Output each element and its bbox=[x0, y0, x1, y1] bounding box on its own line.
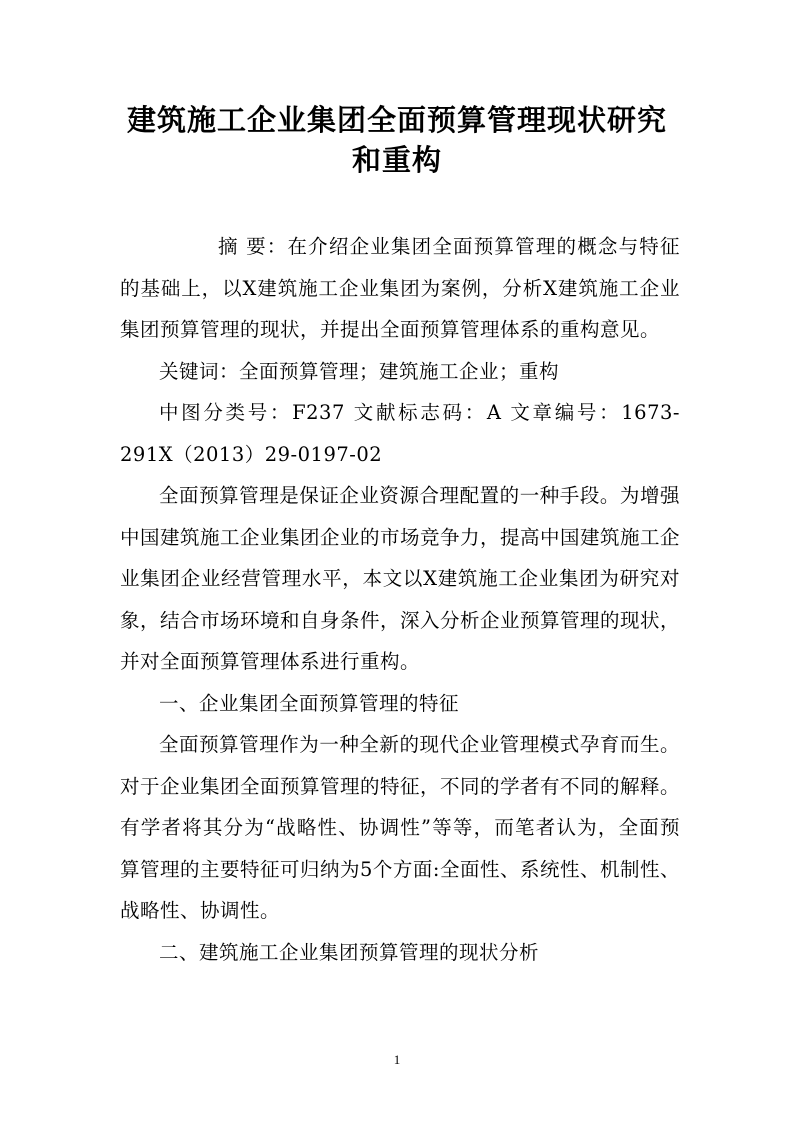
section-1-paragraph: 全面预算管理作为一种全新的现代企业管理模式孕育而生。对于企业集团全面预算管理的特征，不同的学者有不同的解释。有学者将其分为“战略性、协调性”等等，而笔者认为，全面预算管理的主要特征可归纳为5个方面:全面性、系统性、机制性、战略性、协调性。 bbox=[120, 733, 681, 922]
intro-paragraph: 全面预算管理是保证企业资源合理配置的一种手段。为增强中国建筑施工企业集团企业的市场竞争力，提高中国建筑施工企业集团企业经营管理水平，本文以X建筑施工企业集团为研究对象，结合市场环境和自身条件，深入分析企业预算管理的现状，并对全面预算管理体系进行重构。 bbox=[120, 484, 681, 673]
document-body bbox=[120, 226, 680, 973]
page-number: 1 bbox=[393, 1052, 401, 1067]
abstract-paragraph: 摘 要：在介绍企业集团全面预算管理的概念与特征的基础上，以X建筑施工企业集团为案例，分析X建筑施工企业集团预算管理的现状，并提出全面预算管理体系的重构意见。 bbox=[120, 235, 680, 341]
keywords-line: 关键词：全面预算管理；建筑施工企业；重构 bbox=[159, 359, 560, 383]
classification-line: 中图分类号：F237 文献标志码：A 文章编号：1673-291X（2013）29-0197-02 bbox=[120, 401, 680, 466]
section-heading-1: 一、企业集团全面预算管理的特征 bbox=[159, 691, 460, 715]
document-title-line-2: 和重构 bbox=[351, 143, 442, 177]
section-heading-2: 二、建筑施工企业集团预算管理的现状分析 bbox=[159, 940, 540, 964]
document-title-line-1: 建筑施工企业集团全面预算管理现状研究 bbox=[126, 103, 667, 137]
